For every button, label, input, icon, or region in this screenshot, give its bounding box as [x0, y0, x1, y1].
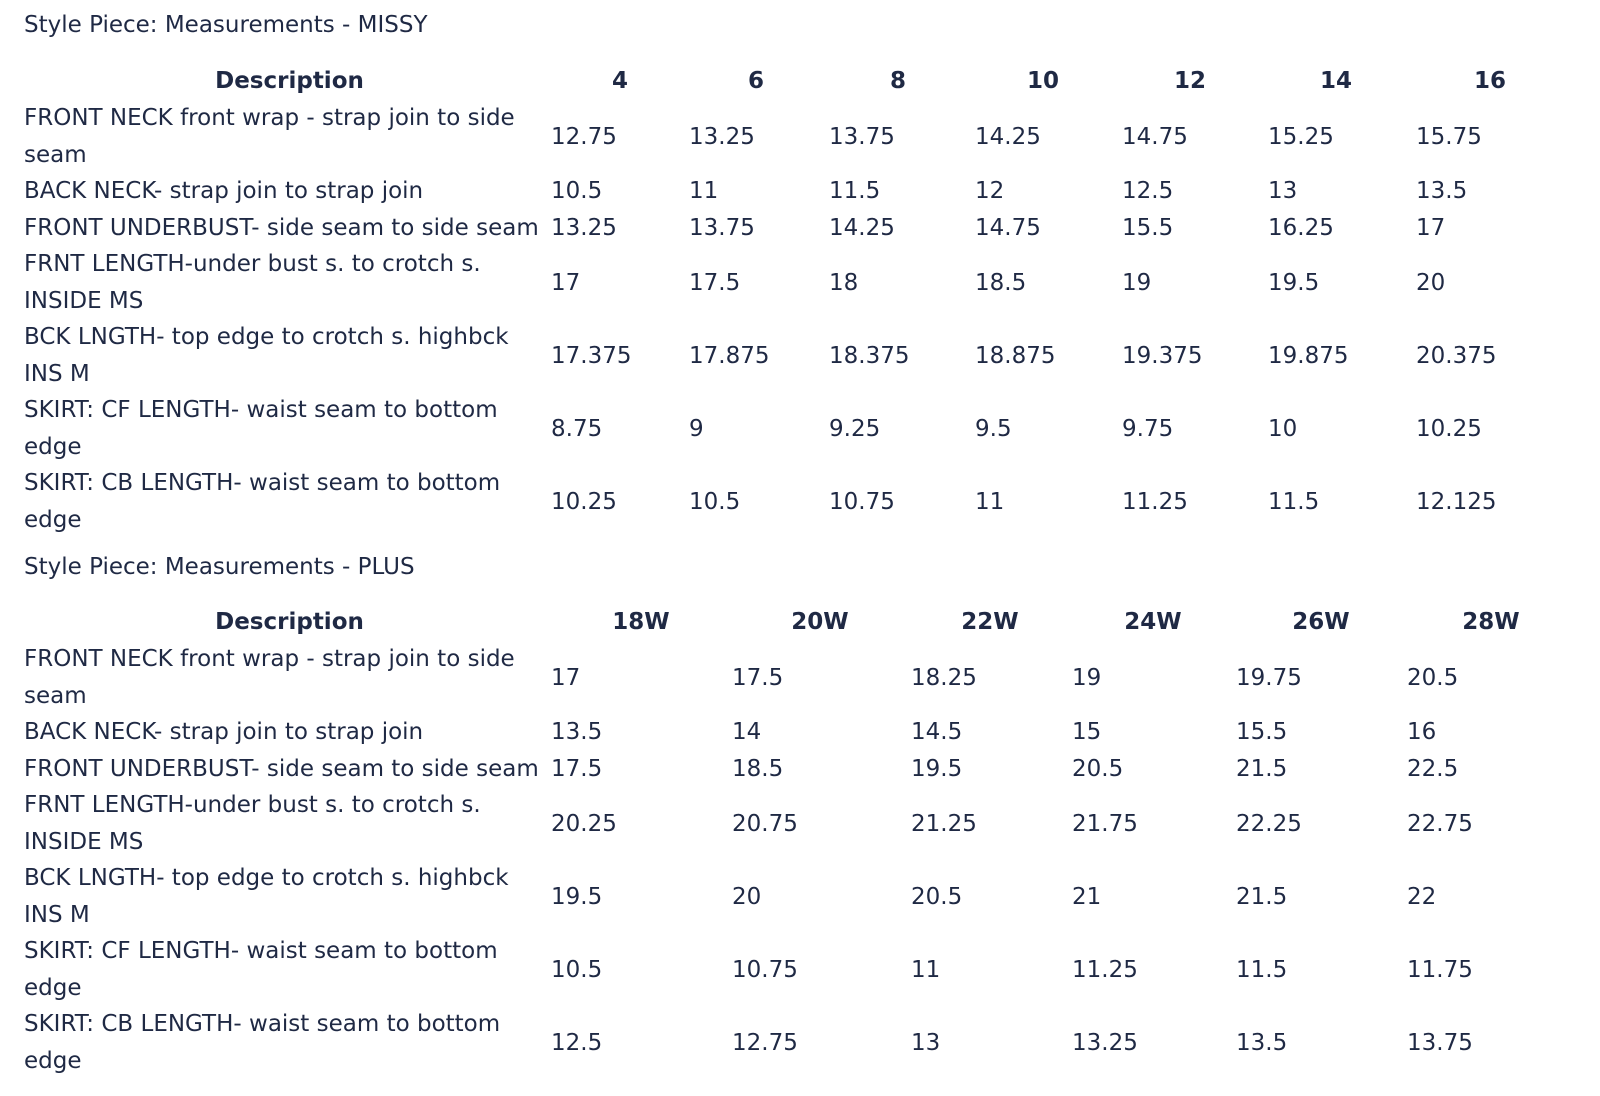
measurement-value: 15 — [1072, 719, 1102, 745]
measurement-value: 17.875 — [689, 343, 770, 369]
measurement-value: 18.25 — [911, 665, 977, 691]
measurement-value: 13.25 — [1072, 1030, 1138, 1056]
measurement-value: 20.375 — [1416, 343, 1497, 369]
column-header-size: 12 — [1173, 68, 1206, 94]
measurement-value: 9.25 — [829, 416, 881, 442]
table-row — [0, 319, 1600, 393]
measurement-value: 20 — [1416, 270, 1446, 296]
measurement-value: 11.25 — [1072, 957, 1138, 983]
row-description: SKIRT: CB LENGTH- waist seam to bottom edge — [24, 470, 501, 533]
measurement-value: 12.125 — [1416, 489, 1497, 515]
measurement-value: 21.75 — [1072, 811, 1138, 837]
measurement-value: 13.25 — [551, 215, 617, 241]
column-header-size: 22W — [961, 609, 1019, 635]
measurement-value: 10.75 — [732, 957, 798, 983]
table-row — [0, 787, 1600, 861]
table-row — [0, 246, 1600, 320]
measurement-value: 12.75 — [732, 1030, 798, 1056]
measurement-value: 11.5 — [829, 178, 881, 204]
measurement-value: 20.25 — [551, 811, 617, 837]
measurement-value: 13.5 — [1416, 178, 1468, 204]
column-header-size: 24W — [1124, 609, 1182, 635]
measurement-value: 11.75 — [1407, 957, 1473, 983]
column-header-size: 14 — [1319, 68, 1352, 94]
row-description: SKIRT: CF LENGTH- waist seam to bottom edge — [24, 938, 498, 1001]
measurement-value: 11.25 — [1122, 489, 1188, 515]
measurement-value: 13.75 — [1407, 1030, 1473, 1056]
measurement-value: 13 — [911, 1030, 941, 1056]
measurement-value: 15.5 — [1122, 215, 1174, 241]
plus-header-row — [0, 604, 1600, 640]
measurement-value: 9.5 — [975, 416, 1012, 442]
row-description: SKIRT: CF LENGTH- waist seam to bottom edge — [24, 397, 498, 460]
measurement-value: 15.25 — [1268, 124, 1334, 150]
measurement-value: 22.5 — [1407, 756, 1459, 782]
row-description: FRONT NECK front wrap - strap join to side seam — [24, 105, 515, 168]
measurement-value: 20.75 — [732, 811, 798, 837]
measurement-value: 18 — [829, 270, 859, 296]
measurement-value: 10.5 — [689, 489, 741, 515]
measurement-value: 12.75 — [551, 124, 617, 150]
column-header-size: 4 — [611, 68, 628, 94]
row-description: FRONT UNDERBUST- side seam to side seam — [24, 756, 539, 782]
measurement-value: 20.5 — [1072, 756, 1124, 782]
measurement-value: 21 — [1072, 884, 1102, 910]
measurement-value: 14.25 — [829, 215, 895, 241]
measurement-value: 12.5 — [1122, 178, 1174, 204]
row-description: FRNT LENGTH-under bust s. to crotch s. INSIDE MS — [24, 792, 481, 855]
measurement-value: 22.75 — [1407, 811, 1473, 837]
measurement-value: 8.75 — [551, 416, 603, 442]
measurement-value: 19.5 — [1268, 270, 1320, 296]
row-description: BACK NECK- strap join to strap join — [24, 178, 424, 204]
measurement-value: 14.5 — [911, 719, 963, 745]
table-row — [0, 210, 1600, 247]
row-description: BCK LNGTH- top edge to crotch s. highbck INS M — [24, 865, 509, 928]
column-header-description: Description — [215, 609, 364, 635]
measurement-value: 14.25 — [975, 124, 1041, 150]
measurement-value: 17.375 — [551, 343, 632, 369]
measurement-value: 12 — [975, 178, 1005, 204]
column-header-size: 16 — [1473, 68, 1506, 94]
measurement-value: 14.75 — [975, 215, 1041, 241]
row-description: FRONT UNDERBUST- side seam to side seam — [24, 215, 539, 241]
row-description: BCK LNGTH- top edge to crotch s. highbck INS M — [24, 324, 509, 387]
measurement-value: 19.375 — [1122, 343, 1203, 369]
measurement-value: 20.5 — [1407, 665, 1459, 691]
measurement-value: 14.75 — [1122, 124, 1188, 150]
table-row — [0, 641, 1600, 715]
table-row — [0, 465, 1600, 539]
measurement-value: 15.75 — [1416, 124, 1482, 150]
measurement-value: 19.875 — [1268, 343, 1349, 369]
measurement-value: 10.75 — [829, 489, 895, 515]
table-row — [0, 173, 1600, 210]
measurement-value: 18.375 — [829, 343, 910, 369]
row-description: SKIRT: CB LENGTH- waist seam to bottom edge — [24, 1011, 501, 1074]
measurement-value: 11.5 — [1268, 489, 1320, 515]
table-row — [0, 1006, 1600, 1080]
table-row — [0, 714, 1600, 751]
column-header-size: 28W — [1462, 609, 1520, 635]
measurement-value: 12.5 — [551, 1030, 603, 1056]
column-header-size: 6 — [747, 68, 764, 94]
measurement-value: 16.25 — [1268, 215, 1334, 241]
measurement-value: 13.25 — [689, 124, 755, 150]
measurement-value: 11.5 — [1236, 957, 1288, 983]
measurement-value: 17 — [1416, 215, 1446, 241]
table-row — [0, 860, 1600, 934]
measurement-value: 11 — [911, 957, 941, 983]
measurement-value: 18.875 — [975, 343, 1056, 369]
measurement-value: 14 — [732, 719, 762, 745]
column-header-size: 26W — [1292, 609, 1350, 635]
measurement-value: 13.75 — [829, 124, 895, 150]
column-header-size: 20W — [791, 609, 849, 635]
measurement-value: 19.5 — [551, 884, 603, 910]
measurement-value: 11 — [689, 178, 719, 204]
column-header-size: 10 — [1026, 68, 1059, 94]
measurement-value: 22 — [1407, 884, 1437, 910]
column-header-size: 18W — [612, 609, 670, 635]
measurement-value: 17.5 — [551, 756, 603, 782]
measurement-value: 15.5 — [1236, 719, 1288, 745]
measurement-value: 20 — [732, 884, 762, 910]
measurement-value: 17.5 — [689, 270, 741, 296]
column-header-description: Description — [215, 68, 364, 94]
missy-header-row — [0, 63, 1600, 99]
measurement-value: 21.5 — [1236, 756, 1288, 782]
measurement-value: 19 — [1072, 665, 1102, 691]
measurement-value: 17 — [551, 665, 581, 691]
column-header-size: 8 — [889, 68, 906, 94]
measurement-value: 17.5 — [732, 665, 784, 691]
measurement-value: 17 — [551, 270, 581, 296]
measurement-value: 19.75 — [1236, 665, 1302, 691]
table-row — [0, 100, 1600, 174]
measurement-value: 10.5 — [551, 178, 603, 204]
measurement-value: 19 — [1122, 270, 1152, 296]
measurement-value: 22.25 — [1236, 811, 1302, 837]
plus-section-title: Style Piece: Measurements - PLUS — [24, 554, 415, 580]
measurement-value: 9 — [689, 416, 704, 442]
table-row — [0, 933, 1600, 1007]
measurement-value: 10.5 — [551, 957, 603, 983]
measurement-value: 16 — [1407, 719, 1437, 745]
measurement-value: 13.5 — [551, 719, 603, 745]
measurement-value: 13.5 — [1236, 1030, 1288, 1056]
measurement-value: 18.5 — [975, 270, 1027, 296]
measurement-value: 18.5 — [732, 756, 784, 782]
measurement-value: 10.25 — [551, 489, 617, 515]
table-row — [0, 751, 1600, 788]
measurement-value: 21.5 — [1236, 884, 1288, 910]
table-row — [0, 392, 1600, 466]
missy-section-title: Style Piece: Measurements - MISSY — [24, 12, 428, 38]
measurement-value: 11 — [975, 489, 1005, 515]
measurement-value: 19.5 — [911, 756, 963, 782]
measurement-value: 9.75 — [1122, 416, 1174, 442]
measurement-value: 13.75 — [689, 215, 755, 241]
measurement-value: 10.25 — [1416, 416, 1482, 442]
row-description: FRONT NECK front wrap - strap join to side seam — [24, 646, 515, 709]
measurement-value: 10 — [1268, 416, 1298, 442]
measurement-value: 13 — [1268, 178, 1298, 204]
row-description: BACK NECK- strap join to strap join — [24, 719, 424, 745]
row-description: FRNT LENGTH-under bust s. to crotch s. INSIDE MS — [24, 251, 481, 314]
measurement-value: 21.25 — [911, 811, 977, 837]
measurement-value: 20.5 — [911, 884, 963, 910]
